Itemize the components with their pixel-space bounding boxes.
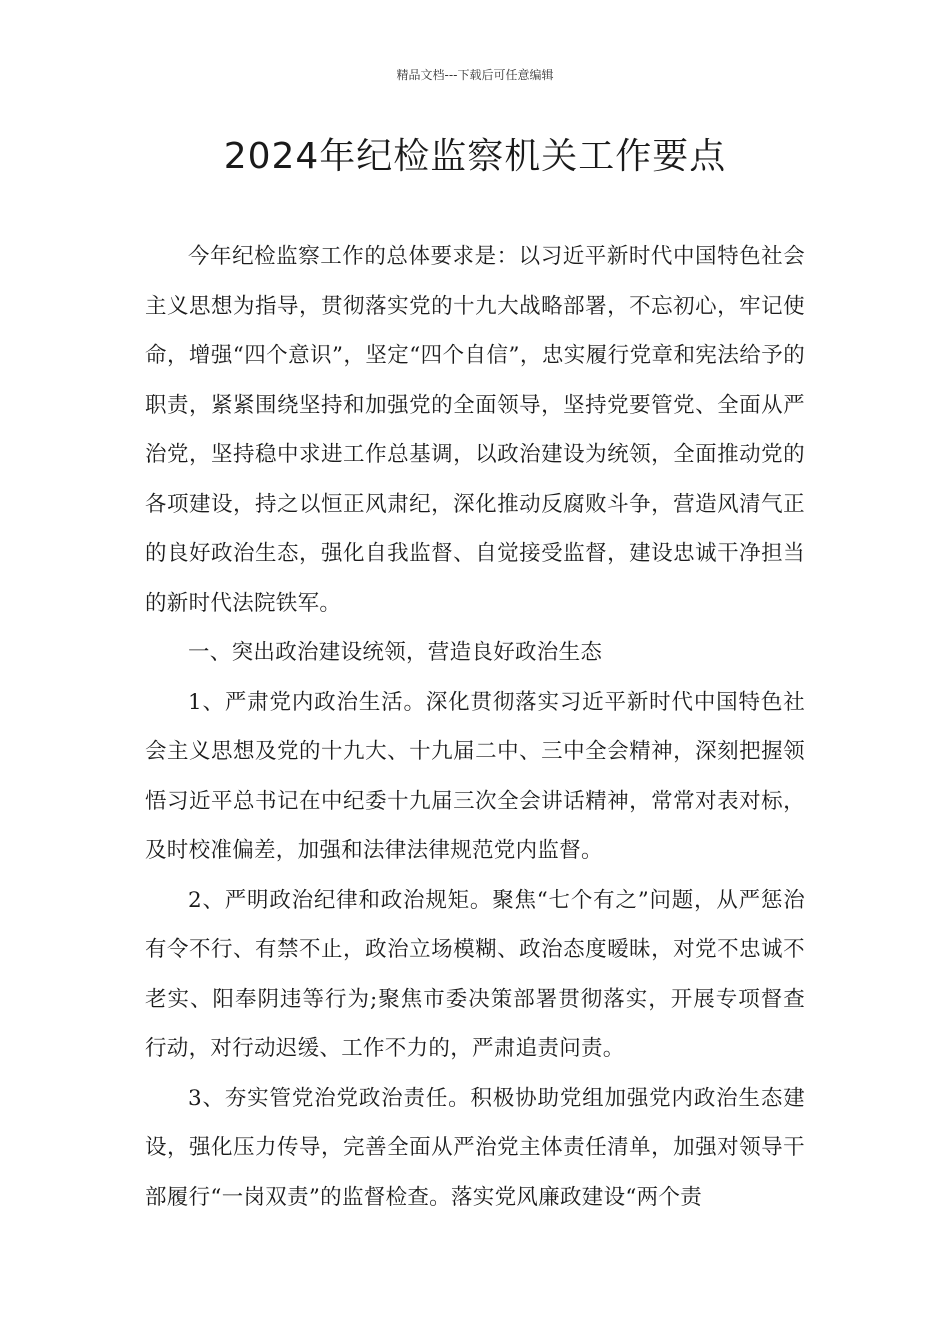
section-heading-1: 一、突出政治建设统领，营造良好政治生态 (188, 640, 603, 665)
header-note: 精品文档---下载后可任意编辑 (396, 68, 554, 82)
document-body (145, 232, 805, 1222)
paragraph-item-1: 1、严肃党内政治生活。深化贯彻落实习近平新时代中国特色社会主义思想及党的十九大、十九届二中、三中全会精神，深刻把握领悟习近平总书记在中纪委十九届三次全会讲话精神，常常对表对标，及时校准偏差，加强和法律法律规范党内监督。 (145, 689, 805, 863)
document-title: 2024年纪检监察机关工作要点 (223, 136, 727, 177)
paragraph-intro: 今年纪检监察工作的总体要求是：以习近平新时代中国特色社会主义思想为指导，贯彻落实党的十九大战略部署，不忘初心，牢记使命，增强“四个意识”，坚定“四个自信”，忠实履行党章和宪法给予的职责，紧紧围绕坚持和加强党的全面领导，坚持党要管党、全面从严治党，坚持稳中求进工作总基调，以政治建设为统领，全面推动党的各项建设，持之以恒正风肃纪，深化推动反腐败斗争，营造风清气正的良好政治生态，强化自我监督、自觉接受监督，建设忠诚干净担当的新时代法院铁军。 (145, 244, 805, 616)
paragraph-item-3: 3、夯实管党治党政治责任。积极协助党组加强党内政治生态建设，强化压力传导，完善全面从严治党主体责任清单，加强对领导干部履行“一岗双责”的监督检查。落实党风廉政建设“两个责 (145, 1085, 805, 1210)
paragraph-item-2: 2、严明政治纪律和政治规矩。聚焦“七个有之”问题，从严惩治有令不行、有禁不止，政治立场模糊、政治态度暧昧，对党不忠诚不老实、阳奉阴违等行为;聚焦市委决策部署贯彻落实，开展专项督查行动，对行动迟缓、工作不力的，严肃追责问责。 (145, 887, 805, 1061)
